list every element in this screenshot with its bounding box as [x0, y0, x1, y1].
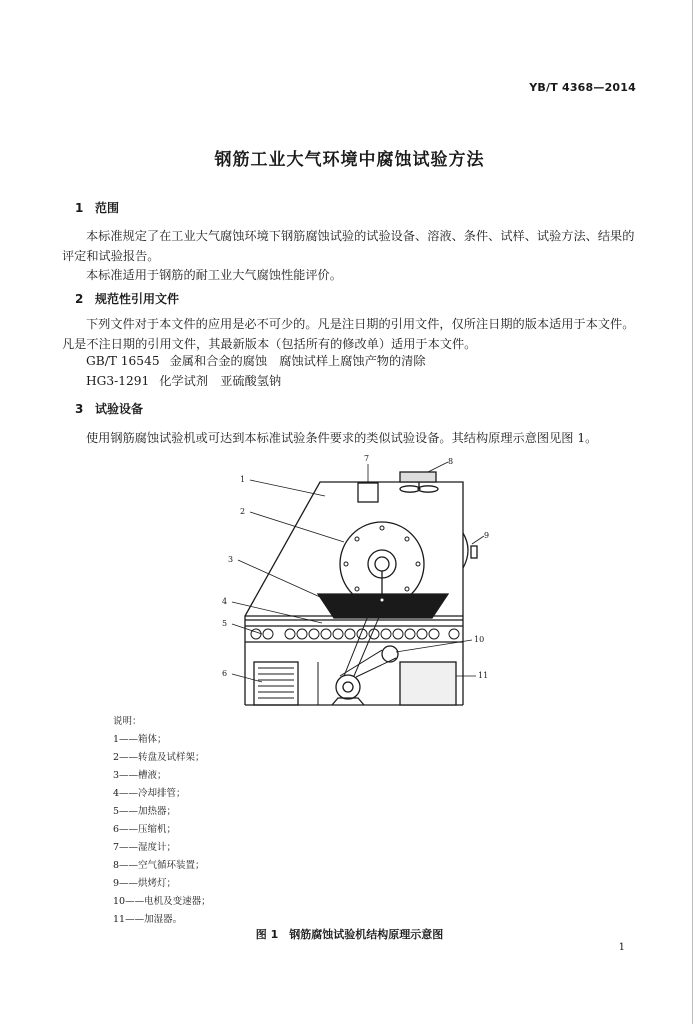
heater-coil: [297, 629, 307, 639]
section-title: 规范性引用文件: [95, 292, 180, 306]
heater-coil: [417, 629, 427, 639]
heater-coil: [345, 629, 355, 639]
fan-blade-left: [400, 486, 420, 492]
section-1-paragraph-1: 本标准规定了在工业大气腐蚀环境下钢筋腐蚀试验的试验设备、溶液、条件、试样、试验方法、结果的评定和试验报告。: [62, 229, 635, 263]
legend-title: 说明：: [113, 716, 142, 727]
section-3-paragraph-1: 使用钢筋腐蚀试验机或可达到本标准试验条件要求的类似试验设备。其结构原理示意图见图 1。: [86, 431, 598, 445]
specimen-hole: [380, 526, 384, 530]
heater-coil: [429, 629, 439, 639]
fan-housing: [400, 472, 436, 482]
callout-5: 5: [222, 619, 228, 628]
motor-housing: [336, 675, 360, 699]
heater-coil: [381, 629, 391, 639]
motor-rotor: [343, 682, 353, 692]
section-2-heading: [75, 290, 179, 307]
callout-11: 11: [478, 671, 489, 680]
gearbox-pulley: [382, 646, 398, 662]
legend-item: 7——湿度计；: [113, 842, 177, 853]
specimen-hole: [344, 562, 348, 566]
section-2-paragraph-1: 下列文件对于本文件的应用是必不可少的。凡是注日期的引用文件，仅所注日期的版本适用于本文件。凡是不注日期的引用文件，其最新版本（包括所有的修改单）适用于本文件。: [62, 317, 635, 351]
specimen-hole: [380, 598, 384, 602]
standard-code: YB/T 4368—2014: [529, 81, 636, 94]
callout-10: 10: [474, 635, 485, 644]
callout-6: 6: [222, 669, 228, 678]
leader-line-1: [250, 480, 325, 496]
callout-3: 3: [228, 555, 234, 564]
specimen-hole: [355, 537, 359, 541]
section-number: 1: [75, 201, 84, 215]
legend-item: 2——转盘及试样架；: [113, 752, 205, 763]
heater-coil: [393, 629, 403, 639]
specimen-hole: [405, 537, 409, 541]
section-title: 试验设备: [95, 402, 144, 416]
heater-coil: [405, 629, 415, 639]
heater-coil: [449, 629, 459, 639]
legend-item: 11——加湿器。: [113, 914, 183, 925]
section-number: 3: [75, 402, 84, 416]
reference-code: HG3-1291: [86, 374, 150, 388]
page-number: 1: [618, 942, 625, 953]
heater-coil: [333, 629, 343, 639]
specimen-hole: [355, 587, 359, 591]
section-number: 2: [75, 292, 84, 306]
section-3-heading: [75, 400, 143, 417]
figure-caption: 图 1 钢筋腐蚀试验机结构原理示意图: [255, 928, 444, 941]
heater-coil: [285, 629, 295, 639]
fan-blade-right: [418, 486, 438, 492]
heater-coil: [321, 629, 331, 639]
leader-line-2: [250, 512, 344, 542]
test-machine-diagram: [210, 450, 500, 712]
legend-item: 5——加热器；: [113, 806, 177, 817]
leader-line-8: [428, 462, 448, 472]
solution-tank: [318, 594, 448, 618]
leader-line-9: [472, 536, 484, 544]
legend-item: 4——冷却排管；: [113, 788, 186, 799]
drive-belt: [340, 650, 382, 676]
drive-belt: [356, 658, 396, 677]
reference-title: 化学试剂 亚硫酸氢钠: [159, 374, 282, 388]
heater-coil: [309, 629, 319, 639]
humidifier-box: [400, 662, 456, 705]
leader-line-6: [232, 674, 262, 682]
specimen-hole: [405, 587, 409, 591]
legend-item: 8——空气循环装置；: [113, 860, 205, 871]
legend-item: 6——压缩机；: [113, 824, 177, 835]
hygrometer-box: [358, 483, 378, 502]
callout-4: 4: [222, 597, 228, 606]
leader-line-3: [238, 560, 340, 606]
section-1-paragraph-2: 本标准适用于钢筋的耐工业大气腐蚀性能评价。: [86, 268, 342, 282]
callout-8: 8: [448, 457, 454, 466]
document-title: 钢筋工业大气环境中腐蚀试验方法: [214, 150, 485, 170]
reference-item: [86, 351, 426, 371]
callout-2: 2: [240, 507, 246, 516]
legend-item: 9——烘烤灯；: [113, 878, 177, 889]
reference-title: 金属和合金的腐蚀 腐蚀试样上腐蚀产物的清除: [169, 354, 426, 368]
reference-code: GB/T 16545: [86, 354, 160, 368]
legend-item: 10——电机及变速器；: [113, 896, 211, 907]
legend-item: 3——槽液；: [113, 770, 167, 781]
callout-7: 7: [364, 454, 370, 463]
baking-lamp-bulb: [471, 546, 477, 558]
callout-1: 1: [240, 475, 246, 484]
baking-lamp-shade: [463, 533, 468, 568]
heater-coil: [251, 629, 261, 639]
specimen-hole: [416, 562, 420, 566]
reference-item: [86, 371, 281, 391]
section-1-heading: [75, 199, 119, 216]
section-title: 范围: [95, 201, 120, 215]
legend-item: 1——箱体；: [113, 734, 167, 745]
callout-9: 9: [484, 531, 490, 540]
turntable-axle: [375, 557, 389, 571]
heater-coil: [263, 629, 273, 639]
